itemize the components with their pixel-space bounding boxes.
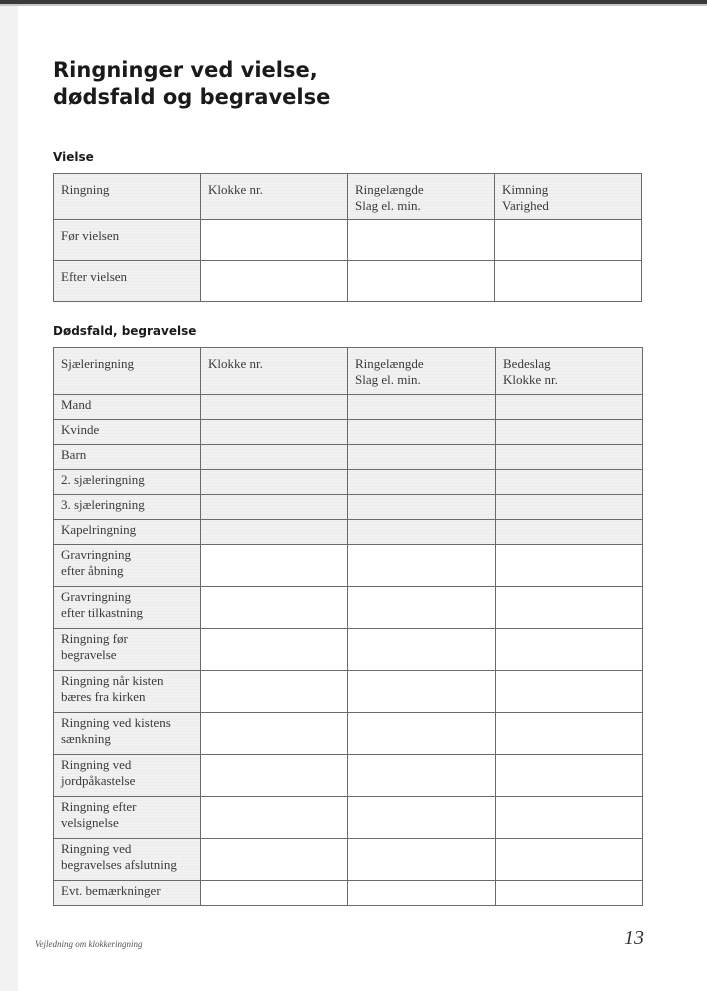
row-label: Ringning ved jordpåkastelse (54, 755, 201, 797)
header-klokke-nr: Klokke nr. (201, 174, 348, 220)
header-ringelaengde: Ringelængde Slag el. min. (348, 174, 495, 220)
row-label: Evt. bemærkninger (54, 881, 201, 906)
input-cell[interactable] (348, 587, 496, 629)
footer-text: Vejledning om klokkeringning (35, 939, 143, 949)
table-row (54, 445, 643, 470)
dodsfald-table (53, 347, 643, 906)
table-row (54, 395, 643, 420)
input-cell[interactable] (201, 881, 348, 906)
header-kimning: Kimning Varighed (495, 174, 642, 220)
row-label: Ringning ved begravelses afslutning (54, 839, 201, 881)
input-cell[interactable] (348, 220, 495, 261)
input-cell[interactable] (201, 755, 348, 797)
row-label: Gravringning efter tilkastning (54, 587, 201, 629)
table-row (54, 545, 643, 587)
table-row (54, 470, 643, 495)
table-header-row (54, 348, 643, 395)
table-row (54, 839, 643, 881)
input-cell[interactable] (348, 713, 496, 755)
input-cell[interactable] (348, 520, 496, 545)
table-row (54, 671, 643, 713)
input-cell[interactable] (201, 839, 348, 881)
input-cell[interactable] (496, 395, 643, 420)
table-row (54, 797, 643, 839)
input-cell[interactable] (201, 470, 348, 495)
input-cell[interactable] (496, 839, 643, 881)
input-cell[interactable] (495, 220, 642, 261)
input-cell[interactable] (201, 713, 348, 755)
input-cell[interactable] (496, 671, 643, 713)
row-label: Barn (54, 445, 201, 470)
row-label: Ringning efter velsignelse (54, 797, 201, 839)
input-cell[interactable] (348, 261, 495, 302)
header-klokke-nr: Klokke nr. (201, 348, 348, 395)
page-edge (0, 0, 18, 991)
input-cell[interactable] (496, 545, 643, 587)
table-row (54, 220, 642, 261)
input-cell[interactable] (496, 420, 643, 445)
input-cell[interactable] (496, 495, 643, 520)
vielse-table (53, 173, 642, 302)
input-cell[interactable] (201, 671, 348, 713)
row-label: Ringning når kisten bæres fra kirken (54, 671, 201, 713)
input-cell[interactable] (348, 420, 496, 445)
table-row (54, 755, 643, 797)
input-cell[interactable] (348, 671, 496, 713)
page-title: Ringninger ved vielse, dødsfald og begravelse (53, 58, 331, 109)
row-label: Gravringning efter åbning (54, 545, 201, 587)
table-header-row (54, 174, 642, 220)
input-cell[interactable] (348, 839, 496, 881)
input-cell[interactable] (348, 395, 496, 420)
row-label: Efter vielsen (54, 261, 201, 302)
input-cell[interactable] (348, 445, 496, 470)
input-cell[interactable] (201, 395, 348, 420)
input-cell[interactable] (201, 220, 348, 261)
input-cell[interactable] (348, 881, 496, 906)
input-cell[interactable] (201, 520, 348, 545)
input-cell[interactable] (496, 470, 643, 495)
row-label: 2. sjæleringning (54, 470, 201, 495)
input-cell[interactable] (201, 629, 348, 671)
table-row (54, 520, 643, 545)
input-cell[interactable] (201, 261, 348, 302)
input-cell[interactable] (496, 629, 643, 671)
top-border-shadow (0, 4, 707, 6)
header-bedeslag: Bedeslag Klokke nr. (496, 348, 643, 395)
input-cell[interactable] (496, 881, 643, 906)
row-label: Ringning før begravelse (54, 629, 201, 671)
row-label: Mand (54, 395, 201, 420)
table-row (54, 420, 643, 445)
table-row (54, 495, 643, 520)
row-label: Kapelringning (54, 520, 201, 545)
row-label: Før vielsen (54, 220, 201, 261)
table-row (54, 713, 643, 755)
input-cell[interactable] (348, 495, 496, 520)
input-cell[interactable] (201, 420, 348, 445)
input-cell[interactable] (348, 797, 496, 839)
input-cell[interactable] (496, 755, 643, 797)
input-cell[interactable] (201, 445, 348, 470)
header-sjaeleringning: Sjæleringning (54, 348, 201, 395)
input-cell[interactable] (348, 545, 496, 587)
input-cell[interactable] (348, 755, 496, 797)
header-ringelaengde: Ringelængde Slag el. min. (348, 348, 496, 395)
input-cell[interactable] (201, 545, 348, 587)
header-ringning: Ringning (54, 174, 201, 220)
section-heading-dodsfald: Dødsfald, begravelse (53, 324, 197, 338)
input-cell[interactable] (495, 261, 642, 302)
row-label: Kvinde (54, 420, 201, 445)
input-cell[interactable] (201, 495, 348, 520)
input-cell[interactable] (496, 713, 643, 755)
input-cell[interactable] (496, 797, 643, 839)
input-cell[interactable] (348, 629, 496, 671)
input-cell[interactable] (201, 587, 348, 629)
input-cell[interactable] (496, 587, 643, 629)
input-cell[interactable] (201, 797, 348, 839)
row-label: Ringning ved kistens sænkning (54, 713, 201, 755)
table-row (54, 261, 642, 302)
section-heading-vielse: Vielse (53, 150, 94, 164)
input-cell[interactable] (496, 520, 643, 545)
page-number: 13 (624, 927, 644, 949)
row-label: 3. sjæleringning (54, 495, 201, 520)
table-row (54, 587, 643, 629)
table-row (54, 881, 643, 906)
table-row (54, 629, 643, 671)
input-cell[interactable] (496, 445, 643, 470)
input-cell[interactable] (348, 470, 496, 495)
